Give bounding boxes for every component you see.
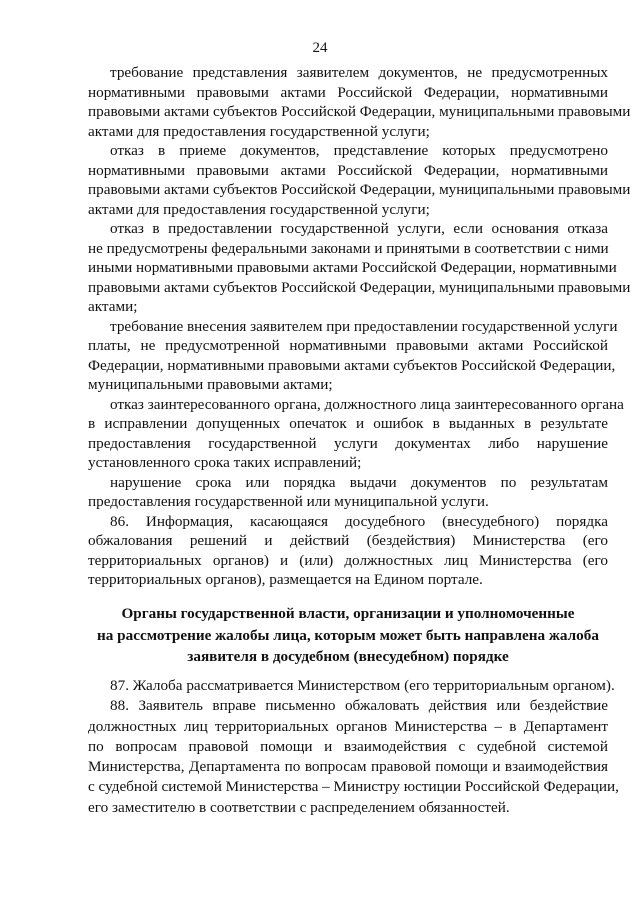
- text-line: предоставления государственной услуги документах либо нарушение: [88, 434, 608, 452]
- text-line: актами для предоставления государственной услуги;: [88, 122, 430, 140]
- text-line: по вопросам правовой помощи и взаимодействия с судебной системой: [88, 737, 608, 755]
- paragraph: [88, 63, 631, 141]
- text-line: Федерации, нормативными правовыми актами субъектов Российской Федерации,: [88, 356, 616, 374]
- text-line: платы, не предусмотренной нормативными правовыми актами Российской: [88, 337, 608, 354]
- paragraph: [88, 219, 631, 317]
- text-line: правовыми актами субъектов Российской Федерации, муниципальными правовыми: [88, 278, 631, 296]
- text-line: отказ в предоставлении государственной услуги, если основания отказа: [110, 220, 608, 237]
- paragraph: [88, 141, 631, 219]
- text-line: муниципальными правовыми актами;: [88, 376, 333, 393]
- heading-line: Органы государственной власти, организации и уполномоченные: [121, 605, 575, 622]
- text-line: правовыми актами субъектов Российской Федерации, муниципальными правовыми: [88, 103, 631, 120]
- text-line: актами для предоставления государственной услуги;: [88, 200, 430, 218]
- text-line: с судебной системой Министерства – Министру юстиции Российской Федерации,: [88, 778, 619, 796]
- text-line: требование внесения заявителем при предоставлении государственной услуги: [110, 317, 618, 335]
- text-line: территориальных органов), размещается на Едином портале.: [88, 571, 483, 588]
- text-line: нарушение срока или порядка выдачи документов по результатам: [110, 473, 608, 491]
- text-line: иными нормативными правовыми актами Российской Федерации, нормативными: [88, 259, 617, 276]
- paragraph: [88, 696, 619, 818]
- heading-line: заявителя в досудебном (внесудебном) порядке: [187, 648, 509, 665]
- text-line: должностных лиц территориальных органов Министерства – в Департамент: [88, 717, 608, 735]
- text-line: не предусмотрены федеральными законами и принятыми в соответствии с ними: [88, 239, 609, 257]
- text-line: нормативными правовыми актами Российской Федерации, нормативными: [88, 83, 608, 101]
- paragraph: [88, 512, 608, 590]
- section2-body: [88, 676, 619, 818]
- text-line: территориальных органов) и (или) должностных лиц Министерства (его: [88, 551, 608, 569]
- text-line: актами;: [88, 298, 138, 315]
- paragraph: [88, 317, 618, 395]
- text-line: правовыми актами субъектов Российской Федерации, муниципальными правовыми: [88, 181, 631, 198]
- text-line: установленного срока таких исправлений;: [88, 454, 362, 471]
- text-line: отказ заинтересованного органа, должностного лица заинтересованного органа: [110, 395, 624, 413]
- text-line: 88. Заявитель вправе письменно обжаловать действия или бездействие: [110, 697, 608, 715]
- section1-body: [88, 63, 631, 590]
- text-line: предоставления государственной или муниципальной услуги.: [88, 493, 489, 510]
- text-line: отказ в приеме документов, представление которых предусмотрено: [110, 142, 608, 159]
- text-line: требование представления заявителем документов, не предусмотренных: [110, 64, 608, 81]
- paragraph: [88, 395, 624, 473]
- text-line: 87. Жалоба рассматривается Министерством (его территориальным органом).: [110, 677, 615, 694]
- paragraph: [88, 676, 615, 696]
- paragraph: [88, 473, 608, 512]
- text-line: обжалования решений и действий (бездействия) Министерства (его: [88, 532, 608, 549]
- heading-line: на рассмотрение жалобы лица, которым может быть направлена жалоба: [97, 626, 599, 644]
- section-heading: [88, 603, 608, 668]
- page-number: 24: [312, 40, 328, 56]
- text-line: нормативными правовыми актами Российской Федерации, нормативными: [88, 161, 608, 179]
- text-line: в исправлении допущенных опечаток и ошибок в выданных в результате: [88, 415, 608, 432]
- text-line: Министерства, Департамента по вопросам правовой помощи и взаимодействия: [88, 758, 608, 776]
- text-line: 86. Информация, касающаяся досудебного (внесудебного) порядка: [110, 512, 608, 530]
- text-line: его заместителю в соответствии с распределением обязанностей.: [88, 798, 510, 816]
